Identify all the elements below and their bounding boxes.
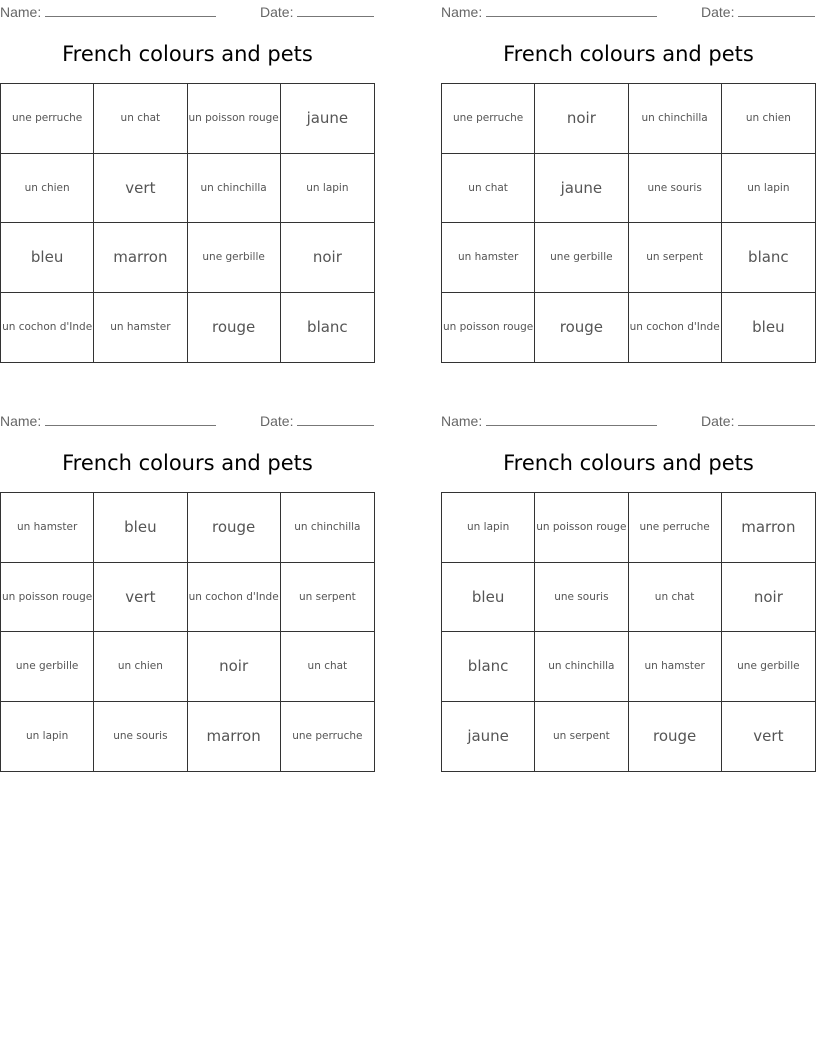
bingo-grid (441, 83, 816, 363)
grid-cell[interactable]: un hamster (629, 632, 722, 702)
date-blank[interactable] (738, 2, 815, 17)
card-title: French colours and pets (503, 451, 754, 475)
grid-cell[interactable]: blanc (722, 223, 815, 293)
grid-cell[interactable]: un poisson rouge (1, 563, 94, 633)
grid-cell[interactable]: rouge (535, 293, 628, 363)
grid-cell[interactable]: un hamster (1, 493, 94, 563)
name-field[interactable] (441, 411, 657, 429)
name-field[interactable] (0, 2, 216, 20)
grid-cell[interactable]: un chien (722, 84, 815, 154)
date-blank[interactable] (297, 2, 374, 17)
date-label: Date: (701, 413, 735, 429)
grid-cell[interactable]: une gerbille (535, 223, 628, 293)
grid-cell[interactable]: une gerbille (188, 223, 281, 293)
name-field[interactable] (0, 411, 216, 429)
date-field[interactable] (260, 411, 374, 429)
grid-cell[interactable]: une souris (535, 563, 628, 633)
bingo-grid (441, 492, 816, 772)
grid-cell[interactable]: blanc (307, 318, 348, 337)
grid-cell[interactable]: une perruche (1, 84, 94, 154)
grid-cell[interactable]: un chat (629, 563, 722, 633)
grid-cell[interactable]: un chien (1, 154, 94, 224)
bingo-card-1 (0, 0, 375, 370)
name-label: Name: (441, 413, 483, 429)
grid-cell[interactable]: bleu (752, 318, 785, 337)
grid-cell[interactable]: une perruche (629, 493, 722, 563)
grid-cell[interactable]: un hamster (94, 293, 187, 363)
grid-cell[interactable]: bleu (442, 563, 535, 633)
grid-cell[interactable]: rouge (629, 702, 722, 772)
grid-cell[interactable]: un serpent (535, 702, 628, 772)
grid-cell[interactable]: jaune (442, 702, 535, 772)
grid-cell[interactable]: marron (722, 493, 815, 563)
grid-cell[interactable]: un chat (94, 84, 187, 154)
name-blank[interactable] (486, 411, 657, 426)
bingo-grid (0, 83, 375, 363)
card-title: French colours and pets (503, 42, 754, 66)
grid-cell[interactable]: un chinchilla (535, 632, 628, 702)
grid-cell[interactable]: bleu (1, 223, 94, 293)
grid-cell[interactable]: noir (281, 223, 374, 293)
grid-cell[interactable]: noir (188, 632, 281, 702)
grid-cell[interactable]: une souris (629, 154, 722, 224)
date-field[interactable] (701, 411, 815, 429)
bingo-card-4 (441, 409, 816, 779)
grid-cell[interactable]: un hamster (442, 223, 535, 293)
grid-cell[interactable]: marron (94, 223, 187, 293)
grid-cell[interactable]: un lapin (281, 154, 374, 224)
bingo-grid (0, 492, 375, 772)
date-blank[interactable] (738, 411, 815, 426)
name-field[interactable] (441, 2, 657, 20)
date-label: Date: (260, 413, 294, 429)
grid-cell[interactable]: vert (94, 563, 187, 633)
grid-cell[interactable]: marron (188, 702, 281, 772)
date-field[interactable] (260, 2, 374, 20)
grid-cell[interactable]: une souris (94, 702, 187, 772)
grid-cell[interactable]: une perruche (442, 84, 535, 154)
grid-cell[interactable]: une perruche (292, 730, 363, 743)
grid-cell[interactable]: une gerbille (722, 632, 815, 702)
grid-cell[interactable]: bleu (94, 493, 187, 563)
grid-cell[interactable]: un chinchilla (188, 154, 281, 224)
grid-cell[interactable]: noir (535, 84, 628, 154)
date-label: Date: (701, 4, 735, 20)
grid-cell[interactable]: un cochon d'Inde (1, 293, 94, 363)
name-blank[interactable] (45, 411, 216, 426)
name-blank[interactable] (486, 2, 657, 17)
grid-cell[interactable]: vert (94, 154, 187, 224)
grid-cell[interactable]: un poisson rouge (535, 493, 628, 563)
grid-cell[interactable]: noir (722, 563, 815, 633)
grid-cell[interactable]: un chinchilla (629, 84, 722, 154)
grid-cell[interactable]: blanc (442, 632, 535, 702)
grid-cell[interactable]: un chinchilla (281, 493, 374, 563)
date-field[interactable] (701, 2, 815, 20)
grid-cell[interactable]: un poisson rouge (188, 84, 281, 154)
grid-cell[interactable]: un serpent (281, 563, 374, 633)
grid-cell[interactable]: vert (753, 727, 784, 746)
grid-cell[interactable]: rouge (188, 493, 281, 563)
card-title: French colours and pets (62, 42, 313, 66)
grid-cell[interactable]: un lapin (1, 702, 94, 772)
name-label: Name: (441, 4, 483, 20)
date-blank[interactable] (297, 411, 374, 426)
name-label: Name: (0, 413, 42, 429)
date-label: Date: (260, 4, 294, 20)
bingo-card-3 (0, 409, 375, 779)
grid-cell[interactable]: un poisson rouge (442, 293, 535, 363)
grid-cell[interactable]: un cochon d'Inde (629, 293, 722, 363)
grid-cell[interactable]: un chat (442, 154, 535, 224)
grid-cell[interactable]: jaune (281, 84, 374, 154)
name-blank[interactable] (45, 2, 216, 17)
grid-cell[interactable]: un cochon d'Inde (188, 563, 281, 633)
name-label: Name: (0, 4, 42, 20)
grid-cell[interactable]: un chien (94, 632, 187, 702)
grid-cell[interactable]: un chat (281, 632, 374, 702)
grid-cell[interactable]: jaune (535, 154, 628, 224)
grid-cell[interactable]: un serpent (629, 223, 722, 293)
grid-cell[interactable]: un lapin (722, 154, 815, 224)
grid-cell[interactable]: une gerbille (1, 632, 94, 702)
grid-cell[interactable]: rouge (188, 293, 281, 363)
card-title: French colours and pets (62, 451, 313, 475)
bingo-card-2 (441, 0, 816, 370)
grid-cell[interactable]: un lapin (442, 493, 535, 563)
